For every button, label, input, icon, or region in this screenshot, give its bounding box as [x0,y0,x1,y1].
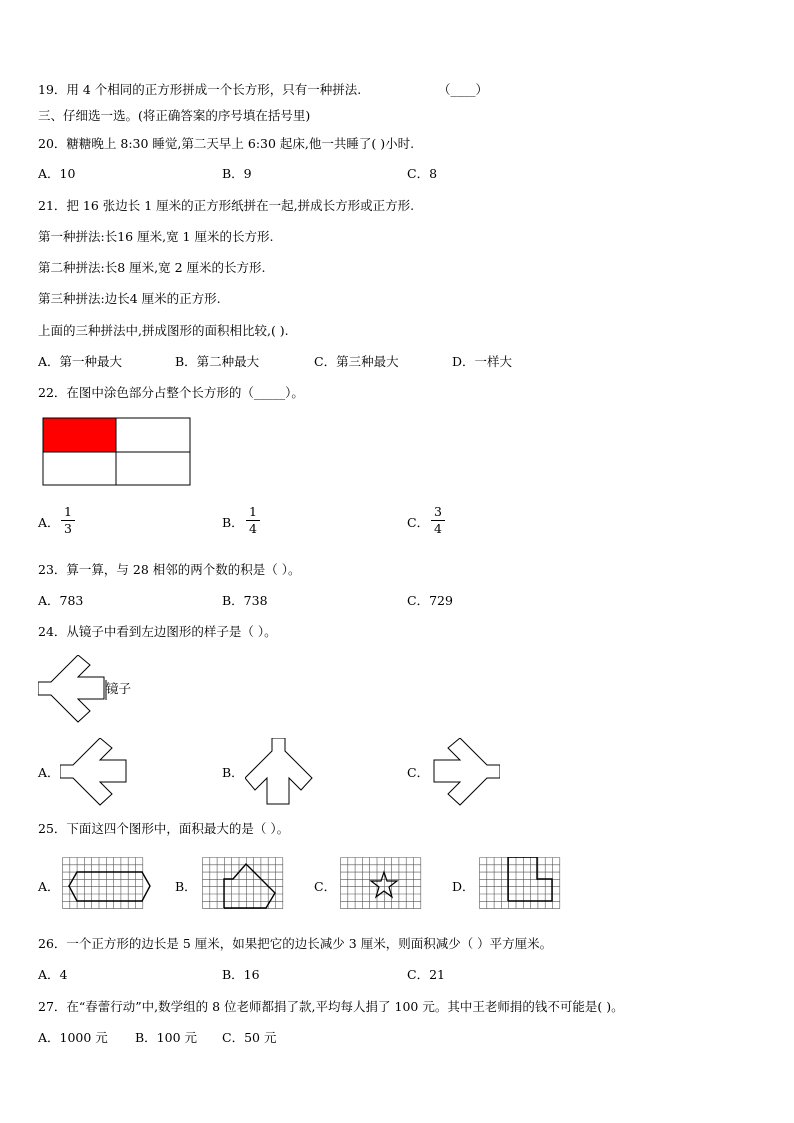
fraction-numerator: 1 [249,504,257,519]
q21-option-a[interactable]: A．第一种最大 [38,354,123,369]
q22-option-c-label[interactable]: C． [407,515,430,530]
q19-text: 19．用 4 个相同的正方形拼成一个长方形，只有一种拼法. [38,82,362,97]
fraction-denominator: 4 [434,521,442,536]
q23-option-c[interactable]: C．729 [407,593,453,608]
fraction-denominator: 3 [64,521,72,536]
q21-option-c[interactable]: C．第三种最大 [314,354,399,369]
q25-grid-c [340,857,436,917]
q25-option-b-label[interactable]: B． [175,879,197,894]
q20-option-b[interactable]: B．9 [222,166,252,181]
mirror-label: 镜子 [106,681,132,696]
q27-text: 27．在“春蕾行动”中,数学组的 8 位老师都捐了款,平均每人捐了 100 元。其中王老师捐的钱不可能是( )。 [38,999,624,1014]
q20-option-a[interactable]: A．10 [38,166,76,181]
q23-option-a[interactable]: A．783 [38,593,84,608]
q25-text: 25．下面这四个图形中，面积最大的是（ ）。 [38,821,290,836]
q24-option-b-figure [245,738,315,806]
fraction-numerator: 1 [64,504,72,519]
q24-option-a-label[interactable]: A． [38,765,60,780]
fraction-numerator: 3 [434,504,442,519]
q24-original-arrow-figure [38,655,108,723]
q26-option-c[interactable]: C．21 [407,967,445,982]
q27-option-b[interactable]: B．100 元 [135,1030,198,1045]
q24-option-c-label[interactable]: C． [407,765,430,780]
q24-option-b-label[interactable]: B． [222,765,244,780]
q22-rectangle-figure [42,417,192,487]
q27-option-c[interactable]: C．50 元 [222,1030,277,1045]
q24-option-a-figure [60,738,130,806]
q26-text: 26．一个正方形的边长是 5 厘米，如果把它的边长减少 3 厘米，则面积减少（ ）平方厘米。 [38,936,553,951]
q23-option-b[interactable]: B．738 [222,593,268,608]
q25-grid-a [62,857,158,917]
q25-option-d-label[interactable]: D． [452,879,475,894]
q21-text: 21．把 16 张边长 1 厘米的正方形纸拼在一起,拼成长方形或正方形. [38,198,415,213]
q24-text: 24．从镜子中看到左边图形的样子是（ ）。 [38,624,277,639]
q25-option-c-label[interactable]: C． [314,879,337,894]
q24-option-c-figure [430,738,500,806]
q25-option-a-label[interactable]: A． [38,879,60,894]
q25-grid-d [479,857,575,917]
q22-option-b-fraction [246,505,260,536]
q22-option-c-fraction [431,505,445,536]
q20-text: 20．糖糖晚上 8:30 睡觉,第二天早上 6:30 起床,他一共睡了( )小时. [38,136,415,151]
q20-option-c[interactable]: C．8 [407,166,438,181]
q21-method-3: 第三种拼法:边长4 厘米的正方形. [38,291,221,306]
q21-question: 上面的三种拼法中,拼成图形的面积相比较,( ). [38,323,289,338]
section-heading: 三、仔细选一选。(将正确答案的序号填在括号里) [38,108,311,123]
q22-text: 22．在图中涂色部分占整个长方形的（_____）。 [38,385,304,400]
q22-option-a-fraction [61,505,75,536]
q21-option-b[interactable]: B．第二种最大 [175,354,260,369]
q22-option-a-label[interactable]: A． [38,515,60,530]
q25-grid-b [202,857,298,917]
q23-text: 23．算一算，与 28 相邻的两个数的积是（ ）。 [38,562,301,577]
q19-answer-blank[interactable]: （____） [438,82,489,97]
q22-option-b-label[interactable]: B． [222,515,244,530]
q26-option-a[interactable]: A．4 [38,967,68,982]
q21-method-2: 第二种拼法:长8 厘米,宽 2 厘米的长方形. [38,260,266,275]
q22-shaded-part [43,418,116,452]
q26-option-b[interactable]: B．16 [222,967,260,982]
q27-option-a[interactable]: A．1000 元 [38,1030,108,1045]
q21-option-d[interactable]: D．一样大 [452,354,513,369]
fraction-denominator: 4 [249,521,257,536]
q21-method-1: 第一种拼法:长16 厘米,宽 1 厘米的长方形. [38,229,274,244]
